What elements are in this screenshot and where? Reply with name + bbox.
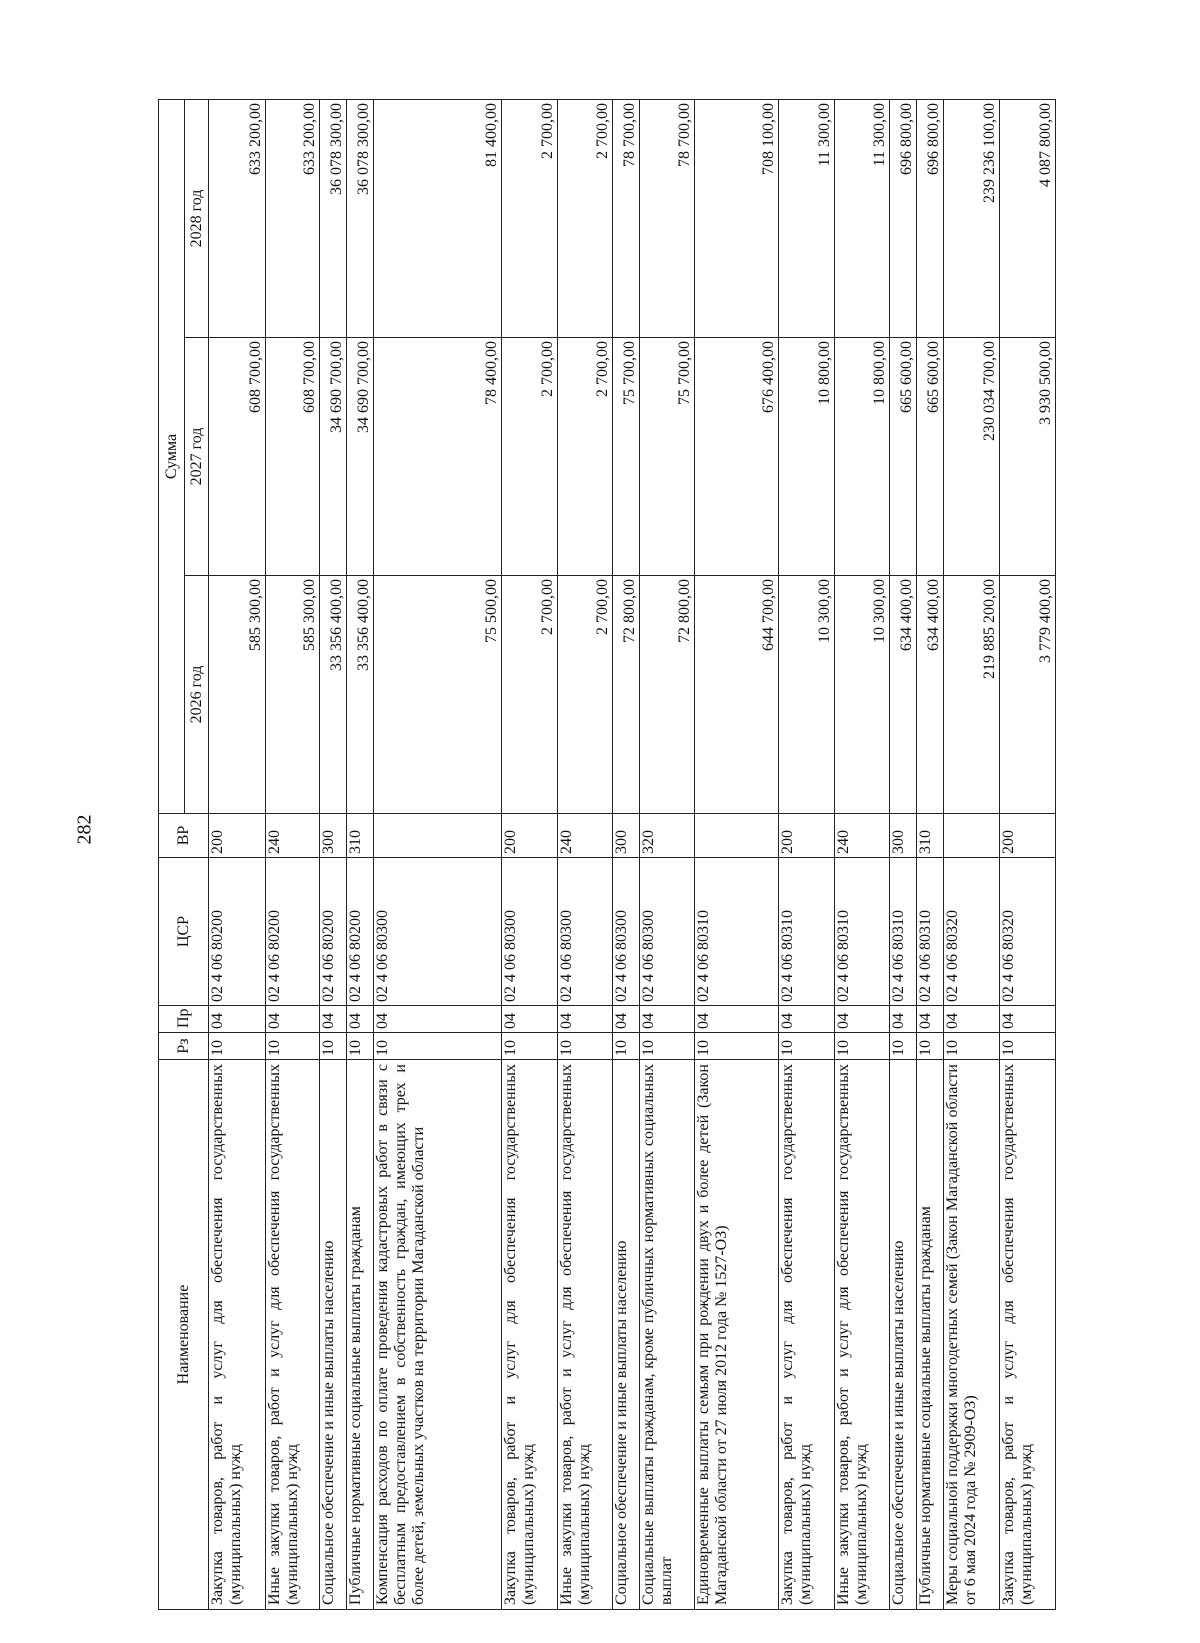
table-row <box>944 99 1000 1609</box>
table-row <box>502 99 558 1609</box>
row-vr: 240 <box>835 814 890 858</box>
table-row <box>374 99 502 1609</box>
row-vr <box>695 814 779 858</box>
row-csr: 02 4 06 80300 <box>502 858 558 1006</box>
table-row <box>779 99 835 1609</box>
row-name: Социальное обеспечение и иные выплаты населению <box>890 1060 917 1610</box>
row-2027: 608 700,00 <box>266 338 320 576</box>
row-pr: 04 <box>347 1006 374 1033</box>
row-2028: 696 800,00 <box>917 99 944 337</box>
row-2026: 2 700,00 <box>502 576 558 814</box>
row-2026: 634 400,00 <box>890 576 917 814</box>
row-csr: 02 4 06 80200 <box>266 858 320 1006</box>
row-2028: 633 200,00 <box>266 99 320 337</box>
row-2028: 696 800,00 <box>890 99 917 337</box>
row-rz: 10 <box>835 1033 890 1060</box>
rotated-page <box>158 100 1053 1610</box>
header-csr: ЦСР <box>159 858 209 1006</box>
row-2027: 2 700,00 <box>502 338 558 576</box>
row-name: Закупка товаров, работ и услуг для обеспечения государственных (муниципальных) нужд <box>502 1060 558 1610</box>
row-rz: 10 <box>779 1033 835 1060</box>
row-2028: 78 700,00 <box>613 99 640 337</box>
row-csr: 02 4 06 80310 <box>779 858 835 1006</box>
row-vr: 300 <box>320 814 347 858</box>
row-2028: 78 700,00 <box>640 99 695 337</box>
row-pr: 04 <box>835 1006 890 1033</box>
row-2026: 219 885 200,00 <box>944 576 1000 814</box>
table-row <box>320 99 347 1609</box>
header-2028: 2028 год <box>185 99 209 337</box>
row-2026: 75 500,00 <box>374 576 502 814</box>
row-csr: 02 4 06 80320 <box>944 858 1000 1006</box>
row-rz: 10 <box>558 1033 613 1060</box>
row-name: Публичные нормативные социальные выплаты гражданам <box>347 1060 374 1610</box>
row-rz: 10 <box>320 1033 347 1060</box>
row-2027: 2 700,00 <box>558 338 613 576</box>
row-2026: 33 356 400,00 <box>347 576 374 814</box>
table-row <box>613 99 640 1609</box>
table-row <box>890 99 917 1609</box>
row-rz: 10 <box>1000 1033 1056 1060</box>
row-2026: 2 700,00 <box>558 576 613 814</box>
header-2027: 2027 год <box>185 338 209 576</box>
row-pr: 04 <box>890 1006 917 1033</box>
table-row <box>1000 99 1056 1609</box>
row-2028: 633 200,00 <box>209 99 266 337</box>
header-pr: Пр <box>159 1006 209 1033</box>
row-name: Закупка товаров, работ и услуг для обеспечения государственных (муниципальных) нужд <box>779 1060 835 1610</box>
row-2028: 11 300,00 <box>835 99 890 337</box>
row-rz: 10 <box>266 1033 320 1060</box>
row-csr: 02 4 06 80300 <box>613 858 640 1006</box>
row-rz: 10 <box>695 1033 779 1060</box>
row-csr: 02 4 06 80300 <box>558 858 613 1006</box>
row-2028: 239 236 100,00 <box>944 99 1000 337</box>
row-2028: 36 078 300,00 <box>347 99 374 337</box>
row-2028: 81 400,00 <box>374 99 502 337</box>
row-2027: 608 700,00 <box>209 338 266 576</box>
row-2026: 644 700,00 <box>695 576 779 814</box>
row-2027: 34 690 700,00 <box>347 338 374 576</box>
row-rz: 10 <box>209 1033 266 1060</box>
table-row <box>835 99 890 1609</box>
row-vr: 300 <box>890 814 917 858</box>
row-2027: 75 700,00 <box>640 338 695 576</box>
row-pr: 04 <box>558 1006 613 1033</box>
row-vr: 200 <box>209 814 266 858</box>
row-csr: 02 4 06 80300 <box>640 858 695 1006</box>
row-name: Закупка товаров, работ и услуг для обеспечения государственных (муниципальных) нужд <box>1000 1060 1056 1610</box>
row-pr: 04 <box>266 1006 320 1033</box>
row-2027: 665 600,00 <box>917 338 944 576</box>
row-pr: 04 <box>779 1006 835 1033</box>
row-2026: 72 800,00 <box>613 576 640 814</box>
row-vr: 310 <box>347 814 374 858</box>
row-vr: 200 <box>1000 814 1056 858</box>
row-2028: 36 078 300,00 <box>320 99 347 337</box>
row-name: Иные закупки товаров, работ и услуг для обеспечения государственных (муниципальных) нужд <box>558 1060 613 1610</box>
row-rz: 10 <box>944 1033 1000 1060</box>
row-csr: 02 4 06 80320 <box>1000 858 1056 1006</box>
row-2026: 10 300,00 <box>835 576 890 814</box>
row-csr: 02 4 06 80310 <box>695 858 779 1006</box>
row-pr: 04 <box>1000 1006 1056 1033</box>
row-rz: 10 <box>502 1033 558 1060</box>
row-2027: 676 400,00 <box>695 338 779 576</box>
row-rz: 10 <box>347 1033 374 1060</box>
row-2026: 585 300,00 <box>266 576 320 814</box>
row-name: Публичные нормативные социальные выплаты гражданам <box>917 1060 944 1610</box>
row-name: Иные закупки товаров, работ и услуг для обеспечения государственных (муниципальных) нужд <box>835 1060 890 1610</box>
row-2027: 34 690 700,00 <box>320 338 347 576</box>
header-vr: ВР <box>159 814 209 858</box>
row-2027: 3 930 500,00 <box>1000 338 1056 576</box>
row-name: Социальные выплаты гражданам, кроме публичных нормативных социальных выплат <box>640 1060 695 1610</box>
row-csr: 02 4 06 80200 <box>209 858 266 1006</box>
row-2028: 11 300,00 <box>779 99 835 337</box>
row-csr: 02 4 06 80300 <box>374 858 502 1006</box>
row-2026: 72 800,00 <box>640 576 695 814</box>
table-row <box>209 99 266 1609</box>
row-2027: 230 034 700,00 <box>944 338 1000 576</box>
header-2026: 2026 год <box>185 576 209 814</box>
row-vr <box>944 814 1000 858</box>
row-2026: 10 300,00 <box>779 576 835 814</box>
row-pr: 04 <box>209 1006 266 1033</box>
row-2026: 33 356 400,00 <box>320 576 347 814</box>
row-pr: 04 <box>374 1006 502 1033</box>
header-rz: Рз <box>159 1033 209 1060</box>
row-2027: 10 800,00 <box>835 338 890 576</box>
row-2027: 10 800,00 <box>779 338 835 576</box>
header-row-1 <box>159 99 185 1609</box>
row-2026: 634 400,00 <box>917 576 944 814</box>
row-pr: 04 <box>695 1006 779 1033</box>
row-vr: 310 <box>917 814 944 858</box>
row-pr: 04 <box>613 1006 640 1033</box>
row-vr: 300 <box>613 814 640 858</box>
row-name: Социальное обеспечение и иные выплаты населению <box>613 1060 640 1610</box>
row-rz: 10 <box>640 1033 695 1060</box>
table-row <box>640 99 695 1609</box>
row-vr: 240 <box>266 814 320 858</box>
row-2026: 585 300,00 <box>209 576 266 814</box>
row-2028: 4 087 800,00 <box>1000 99 1056 337</box>
row-name: Закупка товаров, работ и услуг для обеспечения государственных (муниципальных) нужд <box>209 1060 266 1610</box>
row-2028: 708 100,00 <box>695 99 779 337</box>
row-name: Иные закупки товаров, работ и услуг для обеспечения государственных (муниципальных) нужд <box>266 1060 320 1610</box>
row-pr: 04 <box>502 1006 558 1033</box>
row-csr: 02 4 06 80310 <box>917 858 944 1006</box>
row-name: Социальное обеспечение и иные выплаты населению <box>320 1060 347 1610</box>
table-row <box>266 99 320 1609</box>
row-2028: 2 700,00 <box>558 99 613 337</box>
row-vr: 320 <box>640 814 695 858</box>
row-rz: 10 <box>613 1033 640 1060</box>
row-name: Единовременные выплаты семьям при рождении двух и более детей (Закон Магаданской области от 27 июля 2012 года № 1527-ОЗ) <box>695 1060 779 1610</box>
row-rz: 10 <box>917 1033 944 1060</box>
row-pr: 04 <box>320 1006 347 1033</box>
row-pr: 04 <box>944 1006 1000 1033</box>
row-2027: 665 600,00 <box>890 338 917 576</box>
row-rz: 10 <box>374 1033 502 1060</box>
row-csr: 02 4 06 80200 <box>320 858 347 1006</box>
row-vr: 240 <box>558 814 613 858</box>
row-pr: 04 <box>917 1006 944 1033</box>
table-row <box>917 99 944 1609</box>
row-name: Меры социальной поддержки многодетных семей (Закон Магаданской области от 6 мая 2024 года № 2909-ОЗ) <box>944 1060 1000 1610</box>
row-name: Компенсация расходов по оплате проведения кадастровых работ в связи с бесплатным предоставлением в собственность граждан, имеющих трех и более детей, земельных участков на территории Магаданской области <box>374 1060 502 1610</box>
table-row <box>558 99 613 1609</box>
row-2028: 2 700,00 <box>502 99 558 337</box>
row-vr: 200 <box>502 814 558 858</box>
row-csr: 02 4 06 80310 <box>890 858 917 1006</box>
row-2026: 3 779 400,00 <box>1000 576 1056 814</box>
table-row <box>695 99 779 1609</box>
row-2027: 78 400,00 <box>374 338 502 576</box>
budget-table <box>158 99 1056 1610</box>
row-2027: 75 700,00 <box>613 338 640 576</box>
row-rz: 10 <box>890 1033 917 1060</box>
table-row <box>347 99 374 1609</box>
row-vr <box>374 814 502 858</box>
row-pr: 04 <box>640 1006 695 1033</box>
header-sum: Сумма <box>159 99 185 813</box>
row-vr: 200 <box>779 814 835 858</box>
table-body <box>209 99 1056 1609</box>
header-name: Наименование <box>159 1060 209 1610</box>
row-csr: 02 4 06 80310 <box>835 858 890 1006</box>
row-csr: 02 4 06 80200 <box>347 858 374 1006</box>
page-number: 282 <box>73 814 96 845</box>
